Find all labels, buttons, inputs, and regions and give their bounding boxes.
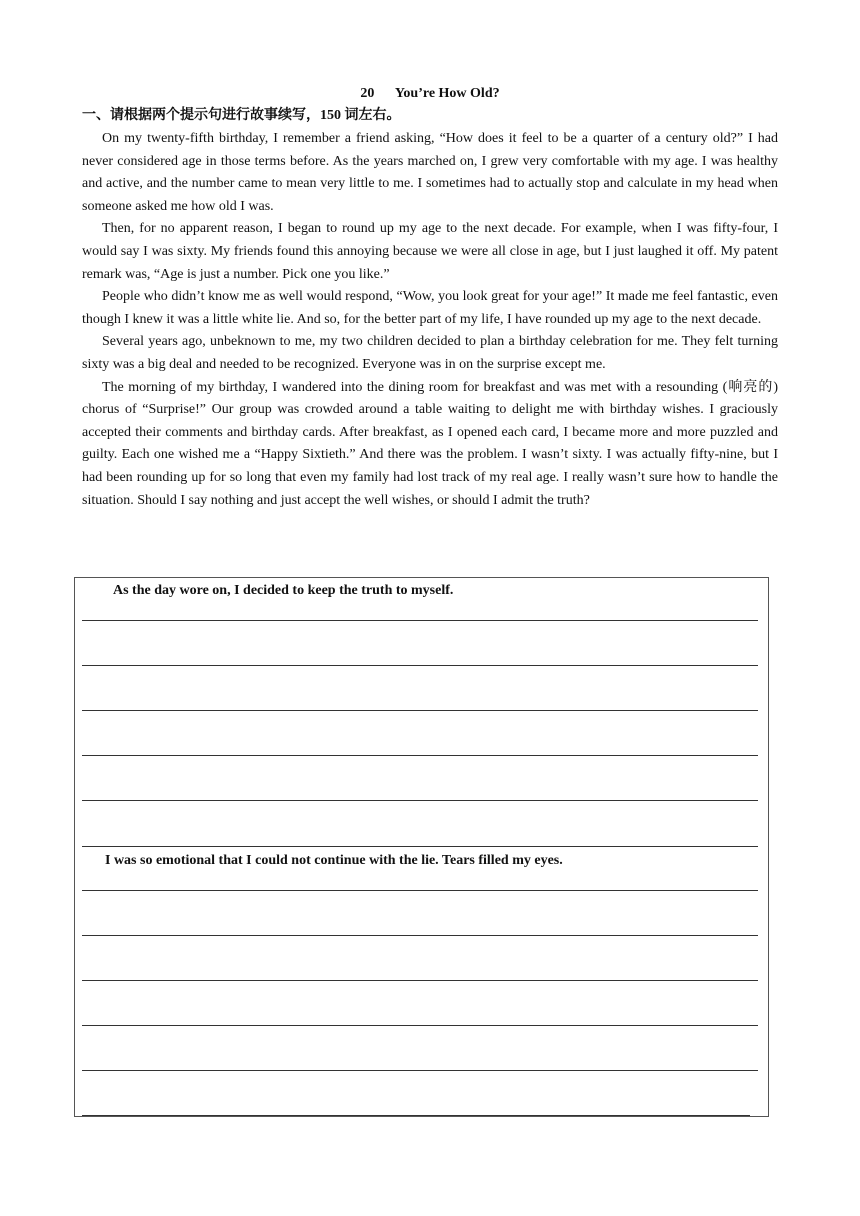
- story-passage: [82, 128, 778, 512]
- writing-line[interactable]: [82, 935, 758, 936]
- continuation-prompt-2: I was so emotional that I could not continue with the lie. Tears filled my eyes.: [105, 853, 563, 868]
- writing-line[interactable]: [82, 800, 758, 801]
- paragraph: Then, for no apparent reason, I began to round up my age to the next decade. For example, when I was fifty-four, I would say I was sixty. My friends found this annoying because we were all close in age, but I just laughed it off. My patent remark was, “Age is just a number. Pick one you like.”: [82, 221, 778, 282]
- writing-line[interactable]: [82, 665, 758, 666]
- paragraph: Several years ago, unbeknown to me, my two children decided to plan a birthday celebration for me. They felt turning sixty was a big deal and needed to be recognized. Everyone was in on the surprise except me.: [82, 334, 778, 372]
- writing-line[interactable]: [82, 755, 758, 756]
- writing-line[interactable]: [82, 1070, 758, 1071]
- paragraph: On my twenty-fifth birthday, I remember a friend asking, “How does it feel to be a quarter of a century old?” I had never considered age in those terms before. As the years marched on, I grew very comfortable with my age. I was healthy and active, and the number came to mean very little to me. I sometimes had to actually stop and calculate in my head when someone asked me how old I was.: [82, 131, 778, 214]
- writing-line[interactable]: [82, 1115, 750, 1116]
- page-title: 20 You’re How Old?: [360, 86, 500, 101]
- writing-line[interactable]: [82, 620, 758, 621]
- task-instruction: 一、请根据两个提示句进行故事续写，150 词左右。: [82, 108, 401, 123]
- answer-box: [74, 577, 769, 1117]
- writing-line[interactable]: [82, 846, 758, 847]
- paragraph: People who didn’t know me as well would respond, “Wow, you look great for your age!” It made me feel fantastic, even though I knew it was a little white lie. And so, for the better part of my life, I have rounded up my age to the next decade.: [82, 289, 778, 327]
- paragraph: The morning of my birthday, I wandered into the dining room for breakfast and was met with a resounding (响亮的) chorus of “Surprise!” Our group was crowded around a table waiting to delight me with birthday wishes. I graciously accepted their comments and birthday cards. After breakfast, as I opened each card, I became more and more puzzled and guilty. Each one wished me a “Happy Sixtieth.” And there was the problem. I wasn’t sixty. I was actually fifty-nine, but I had been rounding up for so long that even my family had lost track of my real age. I really wasn’t sure how to handle the situation. Should I say nothing and just accept the well wishes, or should I admit the truth?: [82, 379, 778, 508]
- writing-line[interactable]: [82, 710, 758, 711]
- writing-line[interactable]: [82, 1025, 758, 1026]
- continuation-prompt-1: As the day wore on, I decided to keep the truth to myself.: [113, 583, 454, 598]
- writing-line[interactable]: [82, 980, 758, 981]
- writing-line[interactable]: [82, 890, 758, 891]
